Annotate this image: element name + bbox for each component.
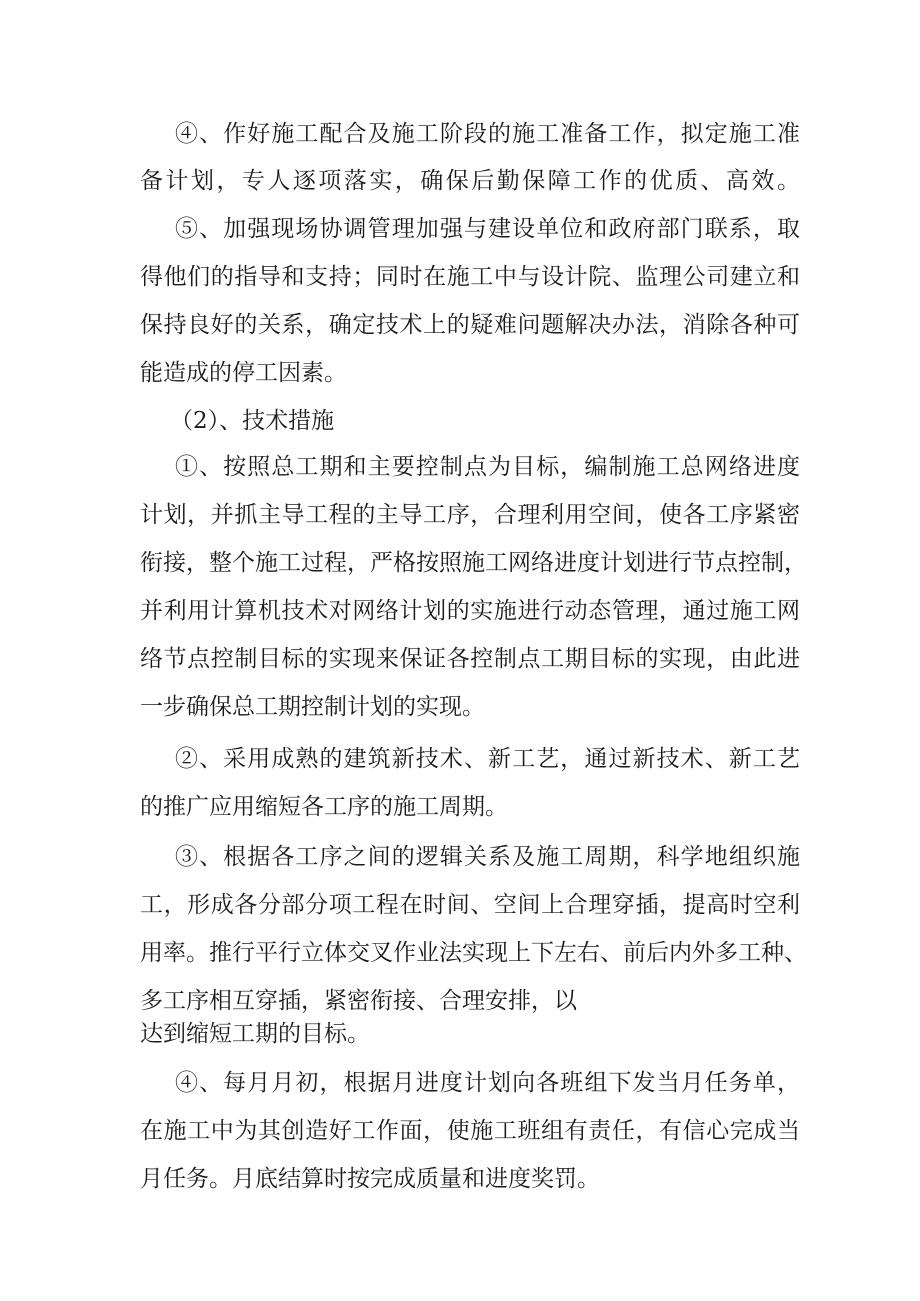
paragraph-line: 用率。推行平行立体交叉作业法实现上下左右、前后内外多工种、 [140, 940, 807, 966]
paragraph-line: ③、根据各工序之间的逻辑关系及施工周期，科学地组织施 [175, 844, 800, 870]
paragraph-line: ②、采用成熟的建筑新技术、新工艺，通过新技术、新工艺 [175, 746, 800, 772]
paragraph-line: 能造成的停工因素。 [140, 360, 347, 386]
paragraph-line: ④、每月月初，根据月进度计划向各班组下发当月任务单， [175, 1070, 800, 1096]
paragraph-line: 在施工中为其创造好工作面，使施工班组有责任，有信心完成当 [140, 1118, 800, 1144]
paragraph-line: 达到缩短工期的目标。 [140, 1021, 370, 1047]
paragraph-line: 多工序相互穿插，紧密衔接、合理安排，以 [140, 988, 577, 1014]
paragraph-line: 并利用计算机技术对网络计划的实施进行动态管理，通过施工网 [140, 598, 800, 624]
paragraph-line: 计划，并抓主导工程的主导工序，合理利用空间，使各工序紧密 [140, 502, 800, 528]
paragraph-line: 衔接，整个施工过程，严格按照施工网络进度计划进行节点控制， [140, 550, 807, 576]
paragraph-line: ⑤、加强现场协调管理加强与建设单位和政府部门联系，取 [175, 216, 800, 242]
paragraph-line: 一步确保总工期控制计划的实现。 [140, 694, 485, 720]
paragraph-line: 络节点控制目标的实现来保证各控制点工期目标的实现，由此进 [140, 646, 800, 672]
paragraph-line: ④、作好施工配合及施工阶段的施工准备工作，拟定施工准 [175, 121, 800, 147]
section-heading: （2）、技术措施 [170, 408, 335, 434]
paragraph-line: 得他们的指导和支持；同时在施工中与设计院、监理公司建立和 [140, 264, 800, 290]
paragraph-line: ①、按照总工期和主要控制点为目标，编制施工总网络进度 [175, 454, 800, 480]
paragraph-line: 保持良好的关系，确定技术上的疑难问题解决办法，消除各种可 [140, 312, 800, 338]
paragraph-line: 的推广应用缩短各工序的施工周期。 [140, 794, 508, 820]
paragraph-line: 月任务。月底结算时按完成质量和进度奖罚。 [140, 1166, 600, 1192]
paragraph-line: 备计划，专人逐项落实，确保后勤保障工作的优质、高效。 [140, 168, 800, 194]
paragraph-line: 工，形成各分部分项工程在时间、空间上合理穿插，提高时空利 [140, 892, 800, 918]
